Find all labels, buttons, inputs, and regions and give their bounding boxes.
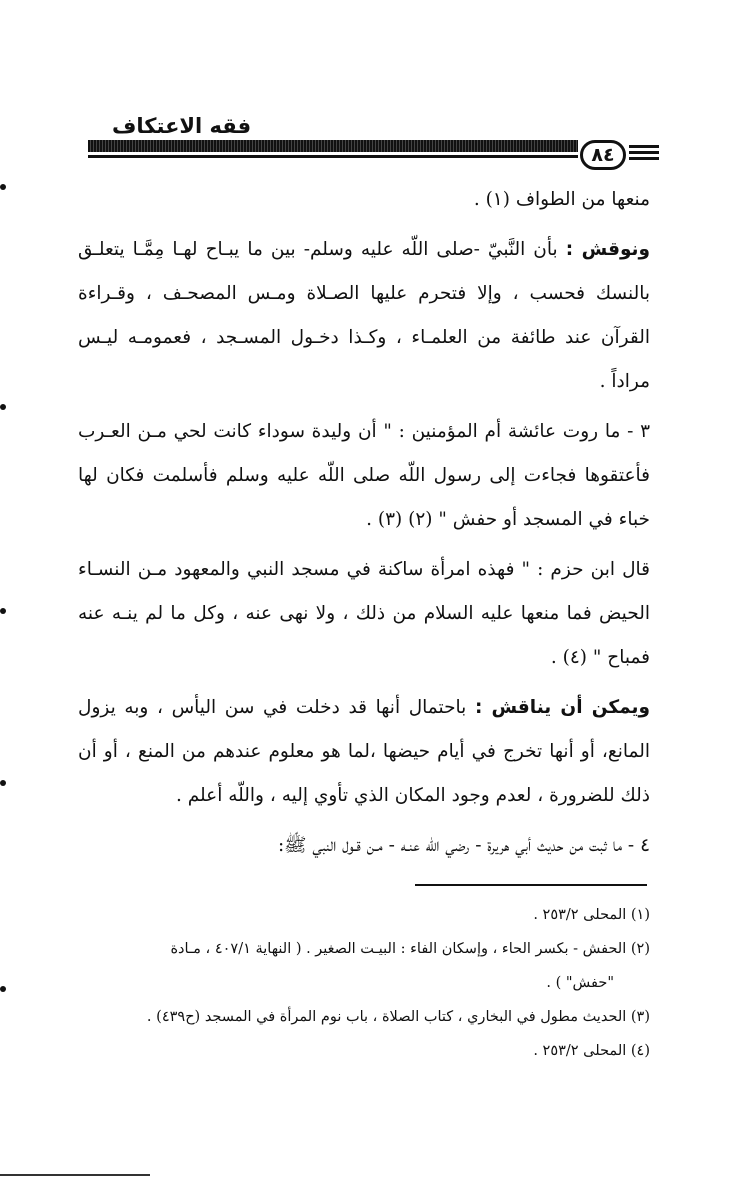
footnote-2: (٢) الحفش - بكسر الحاء ، وإسكان الفاء : البيـت الصغير . ( النهاية ٤٠٧/١ ، مـادة xyxy=(170,941,650,957)
objection-label: ونوقش : xyxy=(565,239,650,260)
scan-edge-mark xyxy=(0,404,6,410)
scan-edge-mark xyxy=(0,184,6,190)
running-header-title: فقه الاعتكاف xyxy=(112,114,252,138)
scan-edge-mark xyxy=(0,608,6,614)
paragraph-1: منعها من الطواف (١) . xyxy=(473,189,650,210)
scan-edge-mark xyxy=(0,780,6,786)
footnote-2-continued: "حفش" ) . xyxy=(546,975,614,991)
paragraph-6: ٤ - ما ثبت من حديث أبي هريرة - رضي اللّه عنـه - مـن قـول النبي ﷺ: xyxy=(277,835,650,856)
footnote-4: (٤) المحلى ٢٥٣/٢ . xyxy=(533,1043,650,1059)
footnote-3: (٣) الحديث مطول في البخاري ، كتاب الصلاة ، باب نوم المرأة في المسجد (ح٤٣٩) . xyxy=(146,1009,650,1025)
footnotes xyxy=(78,898,650,1068)
paragraph-4: قال ابن حزم : " فهذه امرأة ساكنة في مسجد النبي والمعهود مـن النسـاء الحيض فما منعها عليه السلام من ذلك ، ولا نهى عنه ، وكل ما لم ينـه عنه فمباح " (٤) . xyxy=(78,559,650,668)
page-number: ٨٤ xyxy=(591,144,615,166)
footnote-separator xyxy=(415,884,647,886)
scan-edge-mark xyxy=(0,986,6,992)
page-number-badge xyxy=(580,140,626,170)
scan-bottom-line xyxy=(0,1174,150,1176)
paragraph-2-text: بأن النَّبيّ -صلى اللّه عليه وسلم- بين ما يبـاح لهـا مِمَّـا يتعلـق بالنسك فحسب ، وإلا فتحرم عليها الصـلاة ومـس المصحـف ، وقـراءة القرآن عند طائفة من العلمـاء ، وكـذا دخـول المسـجد ، فعمومـه ليـس مراداً . xyxy=(78,239,650,392)
main-text xyxy=(78,178,650,874)
possible-objection-label: ويمكن أن يناقش : xyxy=(474,697,650,718)
paragraph-2 xyxy=(78,228,650,404)
header-ornament xyxy=(629,145,659,163)
header-rule xyxy=(88,140,578,152)
paragraph-5 xyxy=(78,686,650,818)
header-rule-thin xyxy=(88,155,578,158)
paragraph-5-text: باحتمال أنها قد دخلت في سن اليأس ، وبه يزول المانع، أو أنها تخرج في أيام حيضها ،لما هو معلوم عندهم من المنع ، أو أن ذلك للضرورة ، لعدم وجود المكان الذي تأوي إليه ، واللّه أعلم . xyxy=(78,697,650,806)
paragraph-3: ٣ - ما روت عائشة أم المؤمنين : " أن وليدة سوداء كانت لحي مـن العـرب فأعتقوها فجاءت إلى رسول اللّه صلى اللّه عليه وسلم فأسلمت فكان لها خباء في المسجد أو حفش " (٢) (٣) . xyxy=(78,421,650,530)
footnote-1: (١) المحلى ٢٥٣/٢ . xyxy=(533,907,650,923)
